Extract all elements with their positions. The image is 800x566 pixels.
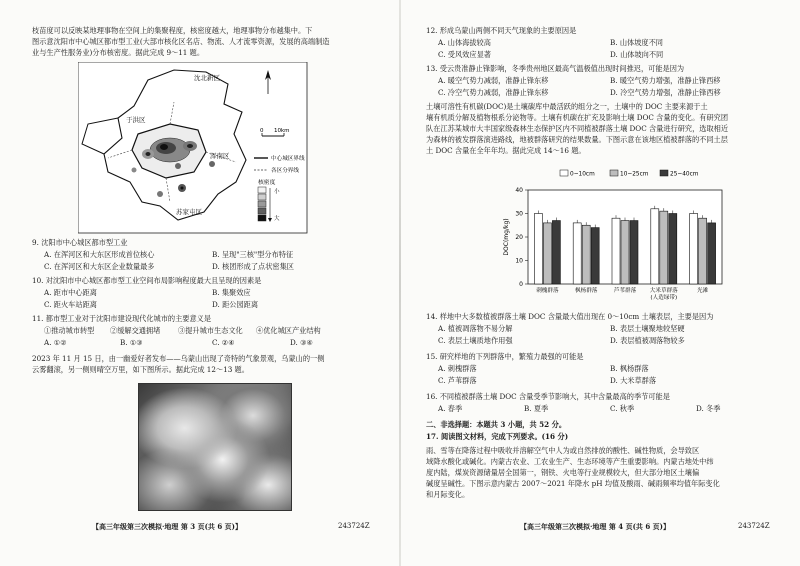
district-label-sujiatun: 苏家屯区 <box>176 208 202 216</box>
intro-line-3: 业与生产性服务业)分布核密度。据此完成 9～11 题。 <box>32 48 205 57</box>
q14-option-b[interactable]: B. 表层土壤聚地较坚硬 <box>610 324 685 333</box>
q9-option-a[interactable]: A. 在浑河区和大东区形成首位核心 <box>44 250 155 259</box>
scale-label: 10km <box>274 128 290 134</box>
right-footer: 【高三年级第三次模拟·地理 第 4 页(共 6 页)】 <box>520 522 670 531</box>
x-tick-label: 大米草群落 <box>649 288 678 294</box>
para2-line-2: 云雾翻滚，另一侧则晴空万里，如下图所示。据此完成 12～13 题。 <box>32 365 249 374</box>
q17-para-line-2: 域降水酸化或碱化。内蒙古农业、工农业生产、生态环境等产生重要影响。内蒙古地处中纬 <box>426 457 714 466</box>
q15-option-a[interactable]: A. 刺槐群落 <box>438 364 477 373</box>
legend-label-1: 0~10cm <box>570 171 595 178</box>
y-tick-label: 20 <box>515 234 523 241</box>
intro-line-1: 枝苗度可以反映某地理事物在空间上的集聚程度，核密度越大，地理事物分布越集中。下 <box>32 26 313 35</box>
bar-2-4 <box>660 211 668 284</box>
bar-3-4 <box>669 214 677 285</box>
bar-2-2 <box>582 225 590 284</box>
q12-option-b[interactable]: B. 山体坡度不同 <box>610 38 663 47</box>
q16-option-d[interactable]: D. 冬季 <box>696 404 721 413</box>
section-two-heading: 二、非选择题：本题共 3 小题，共 52 分。 <box>426 420 567 429</box>
q10-option-d[interactable]: D. 距公园距离 <box>212 300 259 309</box>
x-tick-label: 光滩 <box>696 288 709 294</box>
legend-swatch-2 <box>610 170 618 176</box>
q9-option-c[interactable]: C. 在浑河区和大东区企业数量最多 <box>44 262 155 271</box>
q15-option-d[interactable]: D. 大米草群落 <box>610 376 657 385</box>
q9-option-b[interactable]: B. 呈现"三核"型分布特征 <box>212 250 294 259</box>
q11-stem: 11. 都市型工业对于沈阳市建设现代化城市的主要意义是 <box>32 314 212 323</box>
q12-option-c[interactable]: C. 受风效应显著 <box>438 50 491 59</box>
right-page <box>400 0 800 566</box>
legend-swatch-3 <box>660 170 668 176</box>
q9-stem: 9. 沈阳市中心城区都市型工业 <box>32 238 128 247</box>
q15-option-b[interactable]: B. 枫杨群落 <box>610 364 649 373</box>
q14-option-a[interactable]: A. 植被凋落物不易分解 <box>438 324 513 333</box>
district-label-shenbei: 沈北新区 <box>194 74 220 82</box>
y-tick-label: 0 <box>519 281 523 288</box>
bar-2-3 <box>621 221 629 284</box>
doc-para-line-2: 壤有机质分解及植物根系分泌物等。土壤有机碳在扩充及影响土壤 DOC 含量的变化。有研究团 <box>426 113 729 122</box>
legend-density-title: 核密度 <box>258 180 276 186</box>
q14-option-c[interactable]: C. 表层土壤质地作用强 <box>438 336 513 345</box>
q13-option-c[interactable]: C. 冷空气势力减弱，准静止锋东移 <box>438 88 549 97</box>
legend-center-boundary: 中心城区界线 <box>271 156 305 162</box>
bar-1-2 <box>573 223 581 284</box>
satellite-photo <box>138 383 292 511</box>
legend-high: 大 <box>274 216 280 222</box>
q11-option-d[interactable]: D. ③④ <box>290 338 313 347</box>
q11-statement-3: ③提升城市生态文化 <box>178 326 243 335</box>
legend-swatch-1 <box>560 170 568 176</box>
legend-label-2: 10~25cm <box>620 171 649 178</box>
q11-option-c[interactable]: C. ②④ <box>212 338 235 347</box>
bar-3-3 <box>630 221 638 284</box>
q13-option-b[interactable]: B. 暖空气势力增强，准静止锋西移 <box>610 76 721 85</box>
q13-option-a[interactable]: A. 暖空气势力减弱，准静止锋东移 <box>438 76 549 85</box>
y-tick-label: 40 <box>515 187 523 194</box>
q12-stem: 12. 形成乌蒙山两侧不同天气现象的主要原因是 <box>426 26 577 35</box>
legend-district-boundary: 各区分界线 <box>271 168 299 174</box>
q16-option-a[interactable]: A. 春季 <box>438 404 463 413</box>
q16-option-c[interactable]: C. 秋季 <box>610 404 635 413</box>
q16-option-b[interactable]: B. 夏季 <box>524 404 549 413</box>
x-tick-label: 芦苇群落 <box>613 288 637 294</box>
q17-para-line-3: 度内陆，煤炭资源储量居全国第一，钢铁、火电等行业规模较大，但大部分地区土壤偏 <box>426 468 700 477</box>
q10-option-a[interactable]: A. 距市中心距离 <box>44 288 97 297</box>
bar-2-1 <box>543 223 551 284</box>
bar-1-3 <box>612 218 620 284</box>
legend-label-3: 25~40cm <box>670 171 699 178</box>
bar-3-1 <box>552 221 560 284</box>
x-tick-sublabel: (人造绿带) <box>650 295 678 301</box>
district-label-hunnan: 浑南区 <box>210 152 230 160</box>
legend-low: 小 <box>274 189 280 195</box>
q14-option-d[interactable]: D. 表层植被凋落物较多 <box>610 336 685 345</box>
y-axis-label: DOC(mg/kg) <box>503 218 510 256</box>
q12-option-d[interactable]: D. 山体坡向不同 <box>610 50 664 59</box>
left-code: 243724Z <box>338 522 370 530</box>
q16-stem: 16. 不同植被群落土壤 DOC 含量受季节影响大，其中含量最高的季节可能是 <box>426 392 670 401</box>
q10-stem: 10. 对沈阳市中心城区都市型工业空间布局影响程度最大且呈现的因素是 <box>32 276 262 285</box>
q11-statement-1: ①推动城市转型 <box>44 326 95 335</box>
doc-bar-chart <box>500 160 730 306</box>
scale-zero-label: 0 <box>260 128 264 134</box>
para2-line-1: 2023 年 11 月 15 日，由一幽爱好者发布——乌蒙山出现了奇特的气象景观，乌蒙山的一侧 <box>32 354 325 363</box>
q9-option-d[interactable]: D. 核团形成了点状密集区 <box>212 262 294 271</box>
district-label-yuhong: 于洪区 <box>126 116 146 124</box>
q15-option-c[interactable]: C. 芦苇群落 <box>438 376 477 385</box>
bar-3-5 <box>708 223 716 284</box>
q10-option-c[interactable]: C. 距火车站距离 <box>44 300 97 309</box>
q17-para-line-1: 雨、雪等在降落过程中吸收并溶解空气中人为或自然排放的酸性、碱性物质，会导致区 <box>426 446 700 455</box>
x-tick-label: 刺槐群落 <box>536 288 559 294</box>
doc-para-line-5: 土 DOC 含量在全年年均。据此完成 14～16 题。 <box>426 146 586 155</box>
q14-stem: 14. 样地中大多数植被群落土壤 DOC 含量最大值出现在 0～10cm 土壤表层，主要是因为 <box>426 312 714 321</box>
q17-para-line-4: 碱度呈碱性。下图示意内蒙古 2007～2021 年降水 pH 均值及酸雨、碱雨频率均值年际变化 <box>426 479 720 488</box>
left-footer: 【高三年级第三次模拟·地理 第 3 页(共 6 页)】 <box>92 522 242 531</box>
intro-line-2: 图示意沈阳市中心城区都市型工业(大部市核化区名店、物流、人才流零资源，发展的高端制造 <box>32 37 330 46</box>
bar-2-5 <box>699 218 707 284</box>
bar-1-1 <box>534 214 542 285</box>
right-code: 243724Z <box>738 522 770 530</box>
density-map <box>78 62 308 234</box>
q13-option-d[interactable]: D. 冷空气势力增强，准静止锋西移 <box>610 88 721 97</box>
q11-statement-4: ④优化城区产业结构 <box>256 326 321 335</box>
q17-para-line-5: 和月际变化。 <box>426 490 470 499</box>
doc-para-line-1: 土壤可溶性有机碳(DOC)是土壤碳库中最活跃的组分之一，土壤中的 DOC 主要来源于土 <box>426 102 708 111</box>
x-tick-label: 枫杨群落 <box>575 288 598 294</box>
bar-1-5 <box>690 214 698 285</box>
q17-stem: 17. 阅读图文材料，完成下列要求。(16 分) <box>426 432 569 441</box>
y-tick-label: 10 <box>515 257 523 265</box>
q11-statement-2: ②缓解交通拥堵 <box>110 326 161 335</box>
q10-option-b[interactable]: B. 集聚效应 <box>212 288 251 297</box>
q12-option-a[interactable]: A. 山体海拔较高 <box>438 38 491 47</box>
bar-1-4 <box>651 209 659 284</box>
q11-option-a[interactable]: A. ①② <box>44 338 67 347</box>
q13-stem: 13. 受云贵准静止锋影响，冬季贵州地区最高气温极值出现时间推迟，可能是因为 <box>426 64 685 73</box>
doc-para-line-4: 为森林的被发群落演进路线，地被群落研究的结果数量。下图示意在该地区植被群落的不同土层 <box>426 135 728 144</box>
q11-option-b[interactable]: B. ①③ <box>120 338 143 347</box>
q15-stem: 15. 研究样地的下列群落中，繁殖力最强的可能是 <box>426 352 584 361</box>
y-tick-label: 30 <box>515 210 523 218</box>
bar-3-2 <box>591 228 599 284</box>
doc-para-line-3: 队在江苏某城市大丰国家级森林生态保护区内不同植被群落土壤 DOC 含量进行研究，选取相近 <box>426 124 729 133</box>
